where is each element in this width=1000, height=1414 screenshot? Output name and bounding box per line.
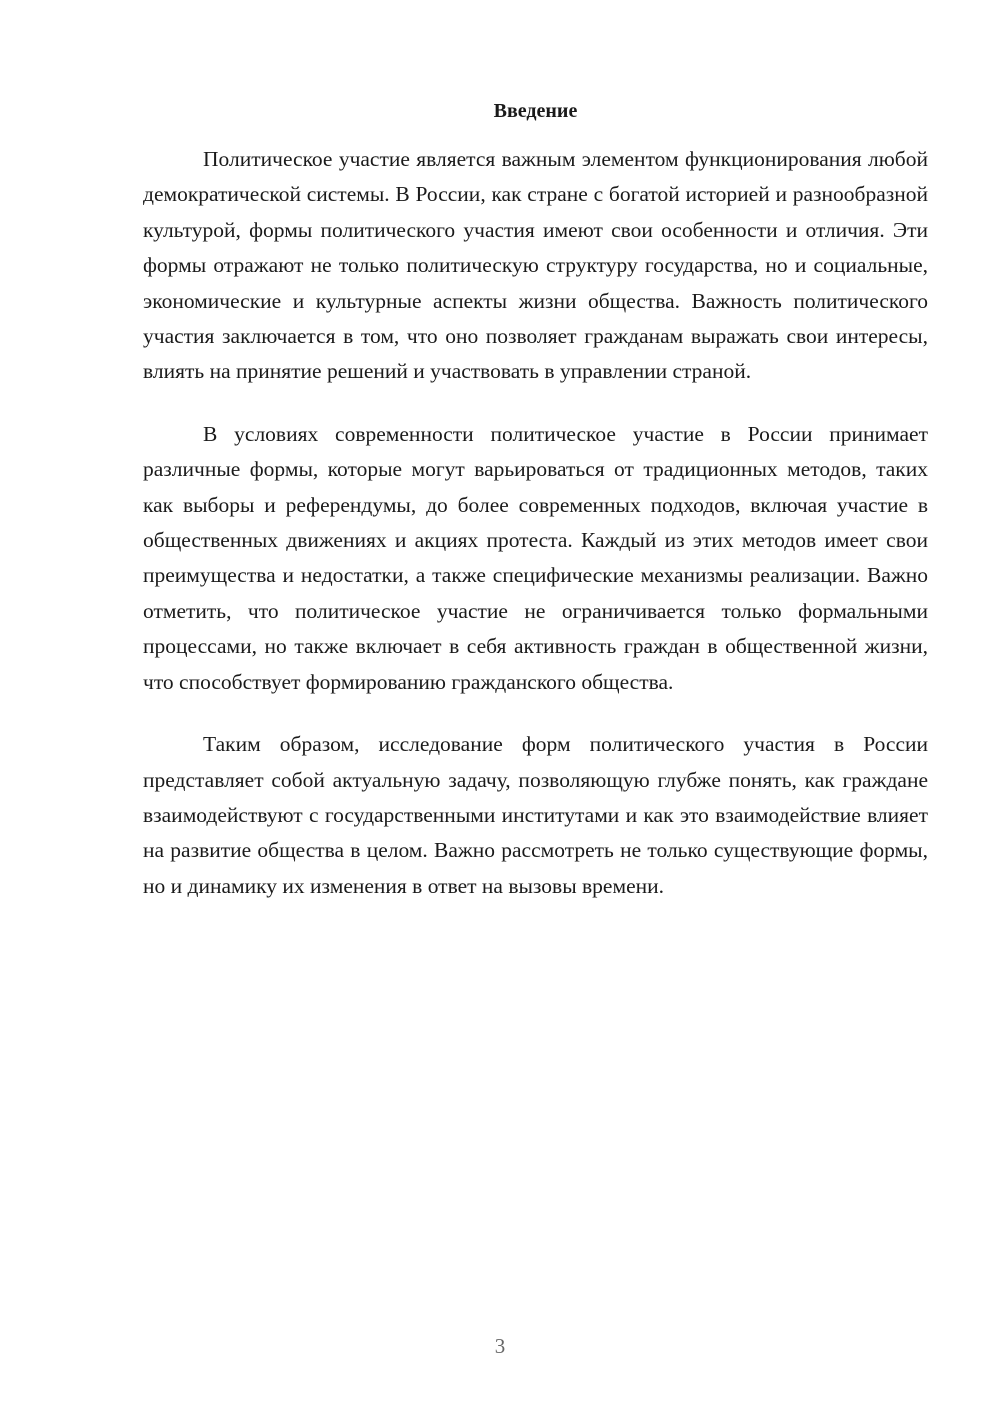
paragraph-2: В условиях современности политическое участие в России принимает различные формы, которые могут варьироваться от традиционных методов, таких как выборы и референдумы, до более современных подходов, включая участие в общественных движениях и акциях протеста. Каждый из этих методов имеет свои преимущества и недостатки, а также специфические механизмы реализации. Важно отметить, что политическое участие не ограничивается только формальными процессами, но также включает в себя активность граждан в общественной жизни, что способствует формированию гражданского общества. — [143, 421, 928, 694]
document-body — [143, 142, 928, 931]
page-number: 3 — [494, 1334, 506, 1358]
paragraph-3: Таким образом, исследование форм политического участия в России представляет собой актуальную задачу, позволяющую глубже понять, как граждане взаимодействуют с государственными институтами и как это взаимодействие влияет на развитие общества в целом. Важно рассмотреть не только существующие формы, но и динамику их изменения в ответ на вызовы времени. — [143, 732, 928, 898]
paragraph-1: Политическое участие является важным элементом функционирования любой демократической системы. В России, как стране с богатой историей и разнообразной культурой, формы политического участия имеют свои особенности и отличия. Эти формы отражают не только политическую структуру государства, но и социальные, экономические и культурные аспекты жизни общества. Важность политического участия заключается в том, что оно позволяет гражданам выражать свои интересы, влиять на принятие решений и участвовать в управлении страной. — [143, 147, 928, 384]
section-heading: Введение — [493, 100, 578, 122]
